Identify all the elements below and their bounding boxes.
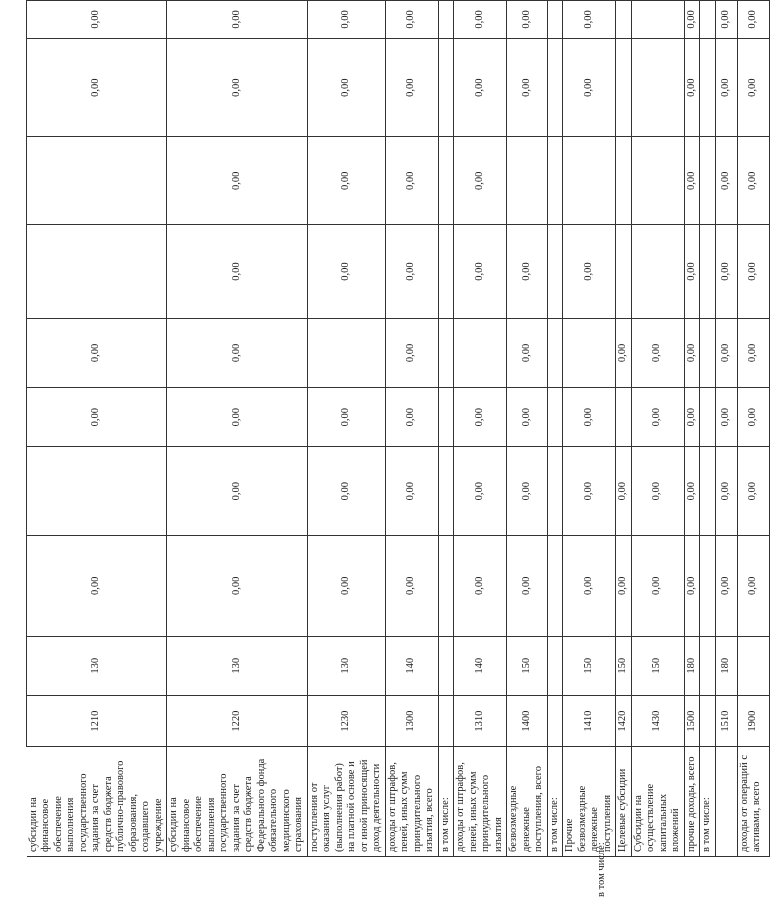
table-row	[684, 1, 700, 857]
amount-cell: 0,00	[563, 1, 616, 39]
row-label: Прочие безвозмездные денежные поступления	[563, 747, 616, 857]
line-code: 1400	[507, 695, 548, 747]
table-row	[385, 1, 438, 857]
amount-cell	[438, 137, 454, 225]
amount-cell: 0,00	[307, 137, 385, 225]
amount-cell: 0,00	[563, 447, 616, 536]
line-code: 1310	[454, 695, 507, 747]
row-label	[715, 747, 737, 857]
amount-cell: 0,00	[737, 225, 769, 319]
amount-cell: 0,00	[507, 387, 548, 446]
budget-code	[737, 636, 769, 695]
table-row	[616, 1, 632, 857]
row-label: доходы от операций с активами, всего	[737, 747, 769, 857]
amount-cell: 0,00	[631, 318, 684, 387]
line-code: 1210	[27, 695, 167, 747]
amount-cell: 0,00	[737, 447, 769, 536]
budget-code: 150	[631, 636, 684, 695]
amount-cell	[438, 1, 454, 39]
budget-code: 130	[167, 636, 308, 695]
amount-cell: 0,00	[167, 38, 308, 137]
amount-cell	[700, 387, 716, 446]
amount-cell	[563, 318, 616, 387]
amount-cell	[547, 225, 563, 319]
row-label: Целевые субсидии	[616, 747, 632, 857]
amount-cell: 0,00	[737, 38, 769, 137]
table-row	[27, 1, 167, 857]
table-row	[454, 1, 507, 857]
amount-cell: 0,00	[454, 1, 507, 39]
line-code: 1300	[385, 695, 438, 747]
table-row	[547, 1, 563, 857]
amount-cell: 0,00	[737, 318, 769, 387]
amount-cell: 0,00	[507, 38, 548, 137]
amount-cell: 0,00	[715, 447, 737, 536]
amount-cell: 0,00	[715, 137, 737, 225]
amount-cell: 0,00	[616, 447, 632, 536]
amount-cell	[438, 38, 454, 137]
amount-cell: 0,00	[684, 447, 700, 536]
row-label: Субсидии на осуществление капитальных вложений	[631, 747, 684, 857]
amount-cell	[616, 225, 632, 319]
amount-cell: 0,00	[385, 387, 438, 446]
amount-cell	[700, 318, 716, 387]
amount-cell	[547, 447, 563, 536]
amount-cell: 0,00	[385, 38, 438, 137]
amount-cell: 0,00	[27, 1, 167, 39]
amount-cell: 0,00	[167, 137, 308, 225]
amount-cell: 0,00	[167, 447, 308, 536]
amount-cell	[547, 318, 563, 387]
amount-cell	[454, 318, 507, 387]
row-label: в том числе:	[700, 747, 716, 857]
amount-cell: 0,00	[27, 536, 167, 637]
amount-cell: 0,00	[385, 225, 438, 319]
amount-cell: 0,00	[307, 447, 385, 536]
amount-cell: 0,00	[684, 137, 700, 225]
amount-cell: 0,00	[385, 447, 438, 536]
amount-cell: 0,00	[737, 387, 769, 446]
budget-code	[700, 636, 716, 695]
amount-cell	[27, 447, 167, 536]
amount-cell: 0,00	[507, 318, 548, 387]
row-label: в том числе:	[547, 747, 563, 857]
row-label: субсидии на финансовое обеспечение выполнения государственного задания за счет средств бюджета Федерального фонда обязательного медицинского страхования	[167, 747, 308, 857]
amount-cell: 0,00	[454, 536, 507, 637]
amount-cell	[547, 387, 563, 446]
line-code: 1230	[307, 695, 385, 747]
amount-cell: 0,00	[385, 1, 438, 39]
amount-cell: 0,00	[616, 536, 632, 637]
line-code	[438, 695, 454, 747]
budget-code: 150	[507, 636, 548, 695]
line-code: 1500	[684, 695, 700, 747]
amount-cell: 0,00	[684, 1, 700, 39]
budget-code	[438, 636, 454, 695]
amount-cell: 0,00	[563, 387, 616, 446]
amount-cell	[700, 447, 716, 536]
amount-cell	[616, 387, 632, 446]
amount-cell: 0,00	[631, 447, 684, 536]
amount-cell: 0,00	[454, 447, 507, 536]
amount-cell: 0,00	[385, 536, 438, 637]
amount-cell: 0,00	[715, 1, 737, 39]
row-label: доходы от штрафов, пеней, иных сумм принудительного изъятия, всего	[385, 747, 438, 857]
amount-cell	[631, 38, 684, 137]
amount-cell: 0,00	[631, 536, 684, 637]
amount-cell: 0,00	[167, 318, 308, 387]
amount-cell: 0,00	[507, 536, 548, 637]
table-body	[27, 1, 770, 857]
amount-cell: 0,00	[684, 38, 700, 137]
budget-code: 180	[715, 636, 737, 695]
income-table	[26, 0, 770, 857]
table-row	[737, 1, 769, 857]
amount-cell	[547, 1, 563, 39]
amount-cell: 0,00	[307, 38, 385, 137]
amount-cell	[547, 536, 563, 637]
amount-cell: 0,00	[507, 447, 548, 536]
line-code: 1900	[737, 695, 769, 747]
amount-cell	[700, 225, 716, 319]
amount-cell	[27, 137, 167, 225]
budget-code	[547, 636, 563, 695]
amount-cell: 0,00	[631, 387, 684, 446]
amount-cell: 0,00	[454, 137, 507, 225]
bottom-subhead: в том числе:	[596, 842, 607, 897]
budget-code: 140	[385, 636, 438, 695]
amount-cell: 0,00	[27, 318, 167, 387]
amount-cell: 0,00	[737, 536, 769, 637]
amount-cell: 0,00	[307, 225, 385, 319]
row-label: прочие доходы, всего	[684, 747, 700, 857]
amount-cell: 0,00	[737, 137, 769, 225]
row-label: поступления от оказания услуг (выполнения работ) на платной основе и от иной приносящей доход деятельности	[307, 747, 385, 857]
amount-cell: 0,00	[454, 38, 507, 137]
amount-cell: 0,00	[684, 536, 700, 637]
amount-cell	[27, 225, 167, 319]
table-row	[700, 1, 716, 857]
amount-cell: 0,00	[737, 1, 769, 39]
amount-cell: 0,00	[507, 225, 548, 319]
amount-cell: 0,00	[454, 387, 507, 446]
amount-cell	[507, 137, 548, 225]
amount-cell: 0,00	[507, 1, 548, 39]
amount-cell	[700, 1, 716, 39]
amount-cell: 0,00	[307, 1, 385, 39]
amount-cell: 0,00	[684, 318, 700, 387]
amount-cell: 0,00	[616, 318, 632, 387]
amount-cell: 0,00	[167, 1, 308, 39]
table-row	[307, 1, 385, 857]
amount-cell: 0,00	[167, 225, 308, 319]
amount-cell	[547, 38, 563, 137]
table-row	[507, 1, 548, 857]
amount-cell	[616, 1, 632, 39]
amount-cell	[438, 387, 454, 446]
amount-cell: 0,00	[684, 387, 700, 446]
table-row	[631, 1, 684, 857]
amount-cell: 0,00	[385, 137, 438, 225]
line-code	[547, 695, 563, 747]
table-row	[715, 1, 737, 857]
amount-cell	[631, 225, 684, 319]
amount-cell: 0,00	[684, 225, 700, 319]
amount-cell: 0,00	[27, 387, 167, 446]
amount-cell: 0,00	[27, 38, 167, 137]
amount-cell	[438, 225, 454, 319]
amount-cell	[307, 318, 385, 387]
amount-cell: 0,00	[167, 536, 308, 637]
amount-cell	[700, 536, 716, 637]
line-code: 1410	[563, 695, 616, 747]
row-label: доходы от штрафов, пеней, иных сумм принудительного изъятия	[454, 747, 507, 857]
amount-cell	[547, 137, 563, 225]
budget-code: 140	[454, 636, 507, 695]
amount-cell: 0,00	[563, 38, 616, 137]
budget-code: 130	[27, 636, 167, 695]
amount-cell	[631, 1, 684, 39]
budget-code: 150	[616, 636, 632, 695]
amount-cell: 0,00	[715, 225, 737, 319]
amount-cell	[438, 447, 454, 536]
amount-cell: 0,00	[167, 387, 308, 446]
amount-cell	[563, 137, 616, 225]
amount-cell	[438, 536, 454, 637]
budget-code: 130	[307, 636, 385, 695]
amount-cell: 0,00	[385, 318, 438, 387]
table-row	[438, 1, 454, 857]
amount-cell: 0,00	[454, 225, 507, 319]
amount-cell: 0,00	[715, 387, 737, 446]
amount-cell: 0,00	[715, 318, 737, 387]
row-label: субсидии на финансовое обеспечение выполнения государственного задания за счет средств бюджета публично-правового образования, создавшего учреждение	[27, 747, 167, 857]
budget-code: 150	[563, 636, 616, 695]
amount-cell	[700, 137, 716, 225]
amount-cell: 0,00	[307, 387, 385, 446]
row-label: в том числе:	[438, 747, 454, 857]
amount-cell: 0,00	[563, 536, 616, 637]
row-label: безвозмездные денежные поступления, всего	[507, 747, 548, 857]
budget-code: 180	[684, 636, 700, 695]
amount-cell: 0,00	[715, 536, 737, 637]
amount-cell	[438, 318, 454, 387]
line-code: 1430	[631, 695, 684, 747]
line-code: 1420	[616, 695, 632, 747]
table-row	[563, 1, 616, 857]
amount-cell	[700, 38, 716, 137]
amount-cell: 0,00	[715, 38, 737, 137]
line-code: 1220	[167, 695, 308, 747]
table-row	[167, 1, 308, 857]
amount-cell: 0,00	[307, 536, 385, 637]
line-code: 1510	[715, 695, 737, 747]
amount-cell	[631, 137, 684, 225]
line-code	[700, 695, 716, 747]
amount-cell	[616, 38, 632, 137]
amount-cell: 0,00	[563, 225, 616, 319]
amount-cell	[616, 137, 632, 225]
